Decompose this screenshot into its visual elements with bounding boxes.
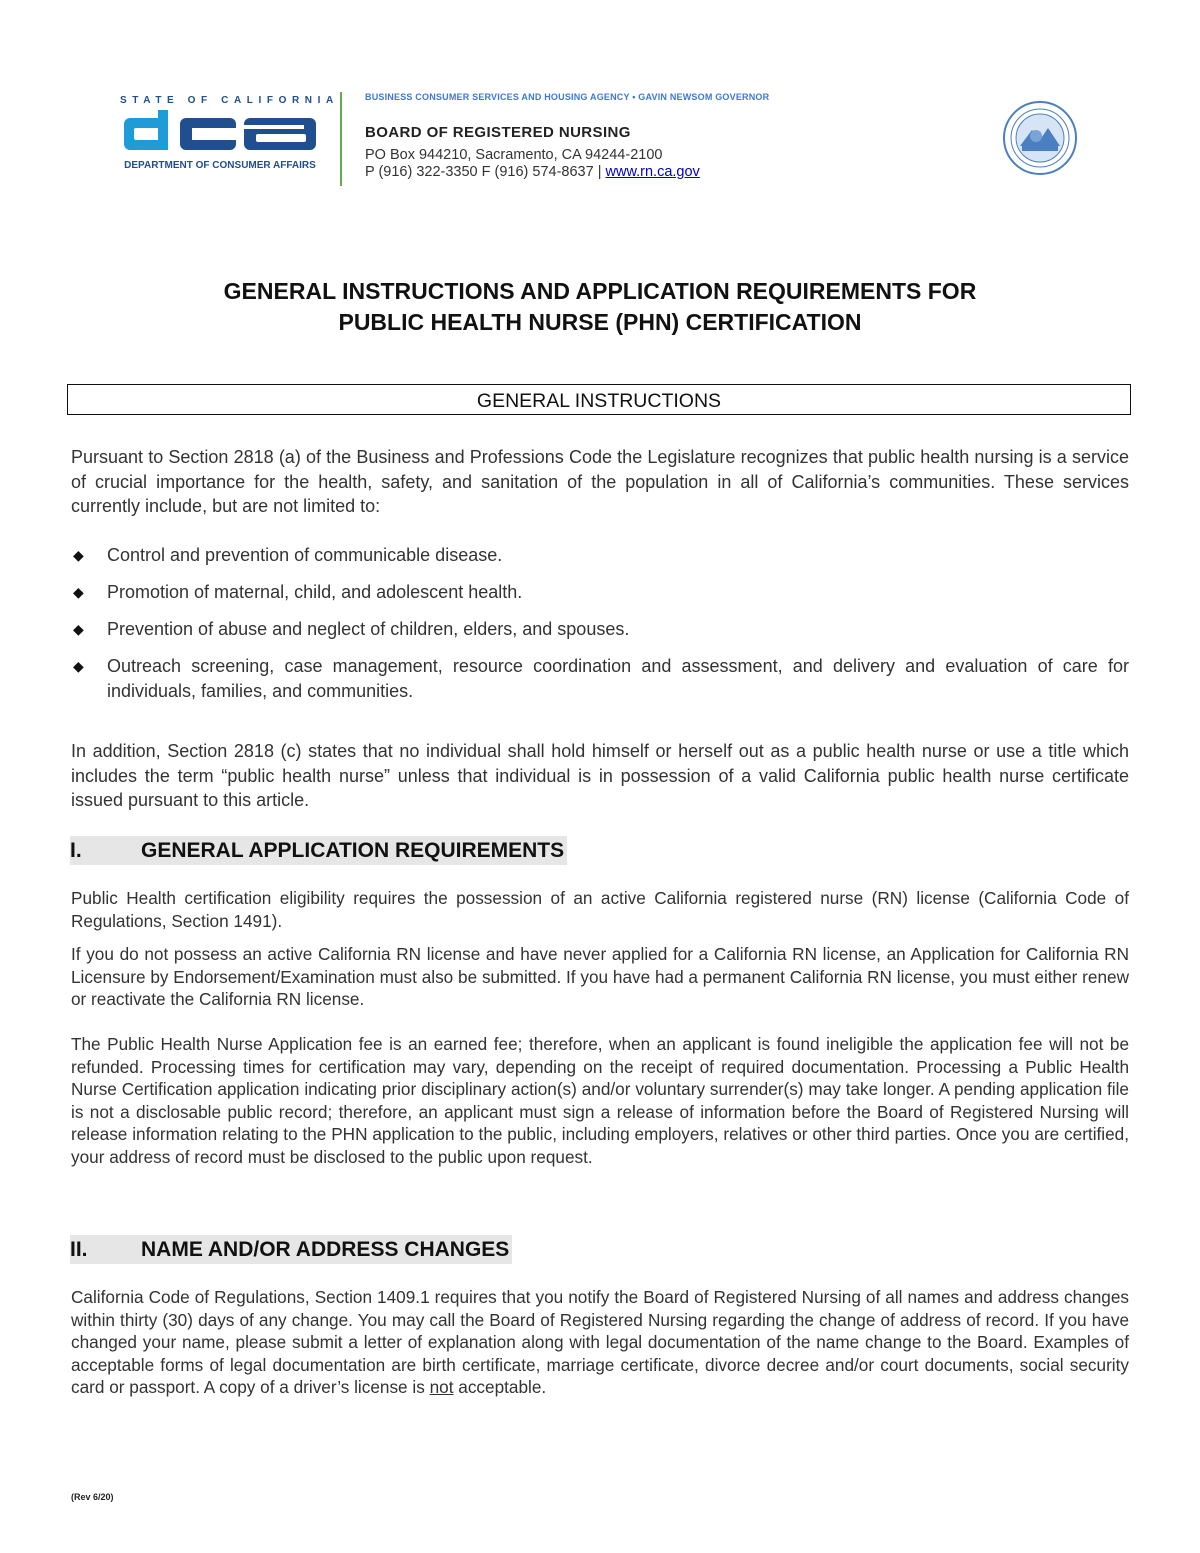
document-title bbox=[60, 276, 1140, 338]
section-1-heading bbox=[70, 836, 567, 865]
agency-line: BUSINESS CONSUMER SERVICES AND HOUSING AGENCY • GAVIN NEWSOM GOVERNOR bbox=[365, 92, 770, 102]
underlined-not: not bbox=[429, 1377, 454, 1397]
addition-paragraph: In addition, Section 2818 (c) states that no individual shall hold himself or herself out as a public health nurse or use a title which includes the term “public health nurse” unless that individual is in possession of a valid California public health nurse certificate issued pursuant to this article. bbox=[71, 741, 1129, 810]
letterhead-divider bbox=[340, 92, 342, 186]
logo-dept-text: DEPARTMENT OF CONSUMER AFFAIRS bbox=[124, 160, 316, 171]
letterhead-text bbox=[365, 92, 985, 181]
section-1-paragraph-1: Public Health certification eligibility requires the possession of an active California registered nurse (RN) license (California Code of Regulations, Section 1491). bbox=[71, 888, 1129, 931]
website-link[interactable]: www.rn.ca.gov bbox=[605, 164, 700, 180]
intro-paragraph: Pursuant to Section 2818 (a) of the Business and Professions Code the Legislature recognizes that public health nursing is a service of crucial importance for the health, safety, and sanitation of the population in all of California’s communities. These services currently include, but are not limited to: bbox=[71, 447, 1129, 516]
section-1-title: GENERAL APPLICATION REQUIREMENTS bbox=[141, 839, 565, 862]
dca-logo bbox=[120, 95, 339, 171]
section-2-paragraph-1: California Code of Regulations, Section 1409.1 requires that you notify the Board of Registered Nursing of all names and address changes within thirty (30) days of any change. You may call the Board of Registered Nursing regarding the change of address of record. If you have changed your name, please submit a letter of explanation along with legal documentation of the name change to the Board. Examples of acceptable forms of legal documentation are birth certificate, marriage certificate, divorce decree and/or court documents, social security card or passport. A copy of a driver’s license is not acceptable. bbox=[71, 1287, 1129, 1397]
list-item: ◆ Outreach screening, case management, resource coordination and assessment, and delivery and evaluation of care for individuals, families, and communities. bbox=[73, 656, 1129, 701]
diamond-bullet-icon: ◆ bbox=[73, 658, 84, 674]
diamond-bullet-icon: ◆ bbox=[73, 584, 84, 600]
section-2-title: NAME AND/OR ADDRESS CHANGES bbox=[141, 1238, 510, 1261]
section-2-heading bbox=[70, 1235, 512, 1264]
address-block bbox=[365, 147, 985, 181]
address-line: PO Box 944210, Sacramento, CA 94244-2100 bbox=[365, 147, 663, 163]
list-item: ◆ Promotion of maternal, child, and adolescent health. bbox=[71, 580, 1129, 605]
title-line-1: GENERAL INSTRUCTIONS AND APPLICATION REQUIREMENTS FOR bbox=[223, 278, 977, 304]
section-1-paragraph-2: If you do not possess an active California RN license and have never applied for a California RN license, an Application for California RN Licensure by Endorsement/Examination must also be submitted. If you have had a permanent California RN license, you must either renew or reactivate the California RN license. bbox=[71, 944, 1129, 1009]
board-name: BOARD OF REGISTERED NURSING bbox=[365, 124, 631, 141]
general-instructions-heading: GENERAL INSTRUCTIONS bbox=[67, 384, 1131, 415]
title-line-2: PUBLIC HEALTH NURSE (PHN) CERTIFICATION bbox=[338, 309, 862, 335]
section-2-number: II. bbox=[70, 1238, 88, 1261]
phone-line bbox=[365, 164, 985, 181]
phone-fax-text: P (916) 322-3350 F (916) 574-8637 | bbox=[365, 164, 602, 180]
diamond-bullet-icon: ◆ bbox=[73, 621, 84, 637]
diamond-bullet-icon: ◆ bbox=[73, 547, 84, 563]
section-1-paragraph-3: The Public Health Nurse Application fee is an earned fee; therefore, when an applicant is found ineligible the application fee will not be refunded. Processing times for certification may vary, depending on the receipt of required documentation. Processing a Public Health Nurse Certification application indicating prior disciplinary action(s) and/or voluntary surrender(s) may take longer. A pending application file is not a disclosable public record; therefore, an applicant must sign a release of information before the Board of Registered Nursing will release information relating to the PHN application to the public, including employers, relatives or other third parties. Once you are certified, your address of record must be disclosed to the public upon request. bbox=[71, 1034, 1129, 1167]
list-item: ◆ Control and prevention of communicable disease. bbox=[71, 543, 1129, 568]
section-1-number: I. bbox=[70, 839, 82, 862]
list-item: ◆ Prevention of abuse and neglect of children, elders, and spouses. bbox=[71, 617, 1129, 642]
services-list bbox=[71, 543, 1129, 716]
dca-logo-icon bbox=[120, 110, 320, 154]
state-seal-icon bbox=[1002, 100, 1078, 176]
logo-state-text: STATE OF CALIFORNIA bbox=[120, 95, 339, 106]
revision-label: (Rev 6/20) bbox=[71, 1492, 114, 1502]
